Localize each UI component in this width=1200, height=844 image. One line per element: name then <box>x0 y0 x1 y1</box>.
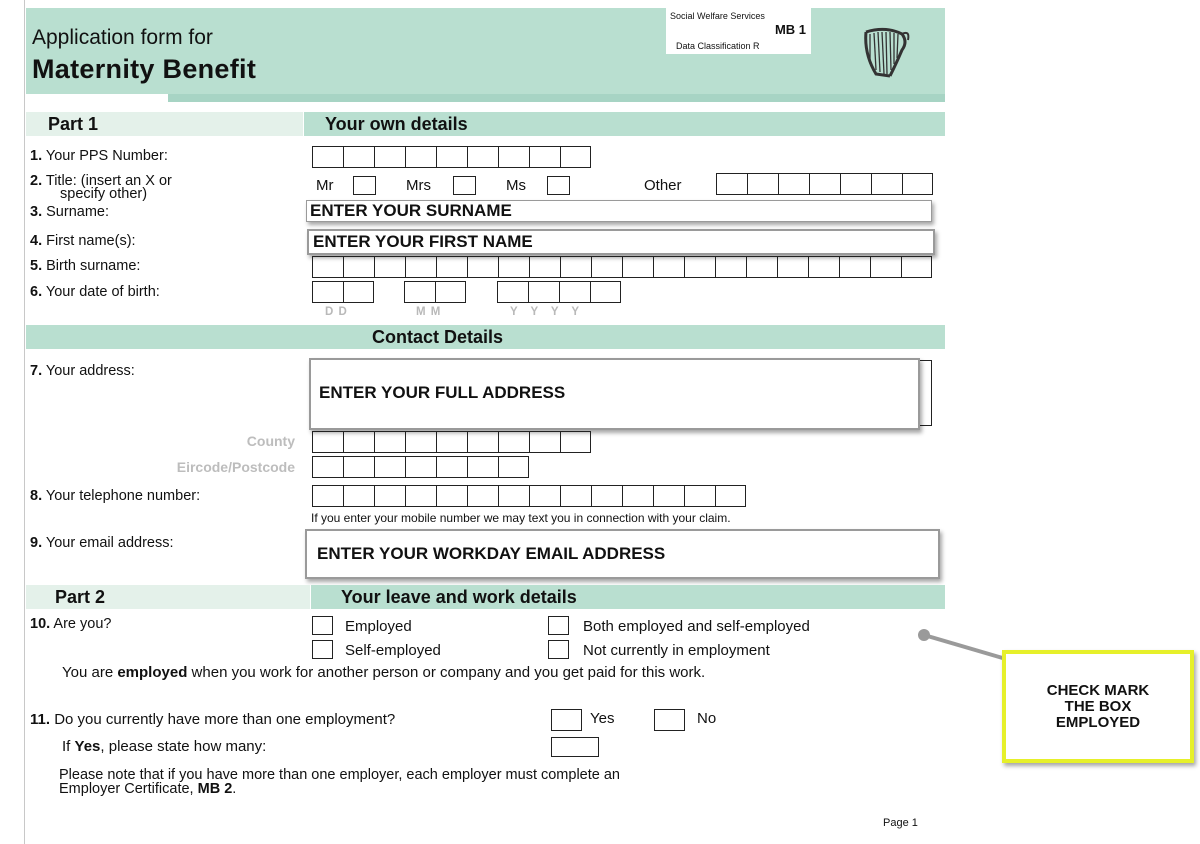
harp-emblem-icon <box>856 24 912 80</box>
form-title-line1: Application form for <box>32 26 213 49</box>
dob-year-hint: Y Y Y Y <box>510 306 581 318</box>
part2-section-title: Your leave and work details <box>341 587 577 607</box>
title-other-field[interactable] <box>716 173 933 195</box>
title-mrs-checkbox[interactable] <box>453 176 476 195</box>
title-mrs-label: Mrs <box>406 177 431 194</box>
dob-month-hint: M M <box>416 306 442 318</box>
header-strip <box>168 94 945 102</box>
self-employed-label: Self-employed <box>345 642 441 659</box>
q10-label: 10. Are you? <box>30 616 112 632</box>
title-ms-checkbox[interactable] <box>547 176 570 195</box>
how-many-input[interactable] <box>551 737 599 757</box>
q11-label: 11. Do you currently have more than one employment? <box>30 711 396 728</box>
dob-day-field[interactable] <box>312 281 374 303</box>
form-code: MB 1 <box>774 22 806 37</box>
q1-label: 1. Your PPS Number: <box>30 148 168 164</box>
title-mr-label: Mr <box>316 177 334 194</box>
county-label: County <box>246 433 295 449</box>
header-notch <box>26 94 168 102</box>
q7-label: 7. Your address: <box>30 363 135 379</box>
not-employed-label: Not currently in employment <box>583 642 770 659</box>
first-name-input[interactable]: ENTER YOUR FIRST NAME <box>307 229 935 255</box>
email-input[interactable]: ENTER YOUR WORKDAY EMAIL ADDRESS <box>305 529 940 579</box>
part1-label: Part 1 <box>48 114 99 134</box>
department-name: Social Welfare Services <box>670 11 765 21</box>
title-other-label: Other <box>644 177 682 194</box>
pps-number-field[interactable] <box>312 146 591 168</box>
page-number: Page 1 <box>883 817 918 829</box>
not-employed-checkbox[interactable] <box>548 640 569 659</box>
address-input[interactable]: ENTER YOUR FULL ADDRESS <box>309 358 920 430</box>
q5-label: 5. Birth surname: <box>30 258 141 274</box>
annotation-callout: CHECK MARK THE BOX EMPLOYED <box>1002 650 1194 763</box>
multiple-employment-yes-checkbox[interactable] <box>551 709 582 731</box>
county-field[interactable] <box>312 431 591 453</box>
annotation-pointer <box>910 625 1010 665</box>
self-employed-checkbox[interactable] <box>312 640 333 659</box>
left-margin-line <box>24 0 25 844</box>
how-many-label: If Yes, please state how many: <box>62 738 267 755</box>
q8-label: 8. Your telephone number: <box>30 488 201 504</box>
title-ms-label: Ms <box>506 177 526 194</box>
dob-month-field[interactable] <box>404 281 466 303</box>
employed-label: Employed <box>345 618 412 635</box>
dob-year-field[interactable] <box>497 281 621 303</box>
contact-section-title: Contact Details <box>372 327 504 347</box>
birth-surname-field[interactable] <box>312 256 932 278</box>
employed-checkbox[interactable] <box>312 616 333 635</box>
eircode-label: Eircode/Postcode <box>176 459 295 475</box>
telephone-note: If you enter your mobile number we may text you in connection with your claim. <box>311 511 731 525</box>
q9-label: 9. Your email address: <box>30 535 174 551</box>
title-mr-checkbox[interactable] <box>353 176 376 195</box>
eircode-field[interactable] <box>312 456 529 478</box>
surname-input[interactable]: ENTER YOUR SURNAME <box>306 200 932 222</box>
part2-label: Part 2 <box>55 587 106 607</box>
multiple-employment-yes-label: Yes <box>590 710 615 727</box>
both-employed-checkbox[interactable] <box>548 616 569 635</box>
part1-section-title: Your own details <box>325 114 468 134</box>
telephone-field[interactable] <box>312 485 746 507</box>
dob-day-hint: D D <box>325 306 348 318</box>
form-title: Maternity Benefit <box>32 54 257 84</box>
data-classification: Data Classification R <box>676 41 760 51</box>
employer-note: Please note that if you have more than one employer, each employer must complete an Employer Certificate, MB 2. <box>59 767 620 797</box>
q4-label: 4. First name(s): <box>30 233 136 249</box>
multiple-employment-no-label: No <box>697 710 717 727</box>
q2-label-line2: specify other) <box>60 186 148 202</box>
employed-definition: You are employed when you work for another person or company and you get paid for this work. <box>62 664 706 681</box>
q2-label: 2. Title: (insert an X or <box>30 173 172 189</box>
q6-label: 6. Your date of birth: <box>30 284 160 300</box>
multiple-employment-no-checkbox[interactable] <box>654 709 685 731</box>
q3-label: 3. Surname: <box>30 204 109 220</box>
both-employed-label: Both employed and self-employed <box>583 618 810 635</box>
